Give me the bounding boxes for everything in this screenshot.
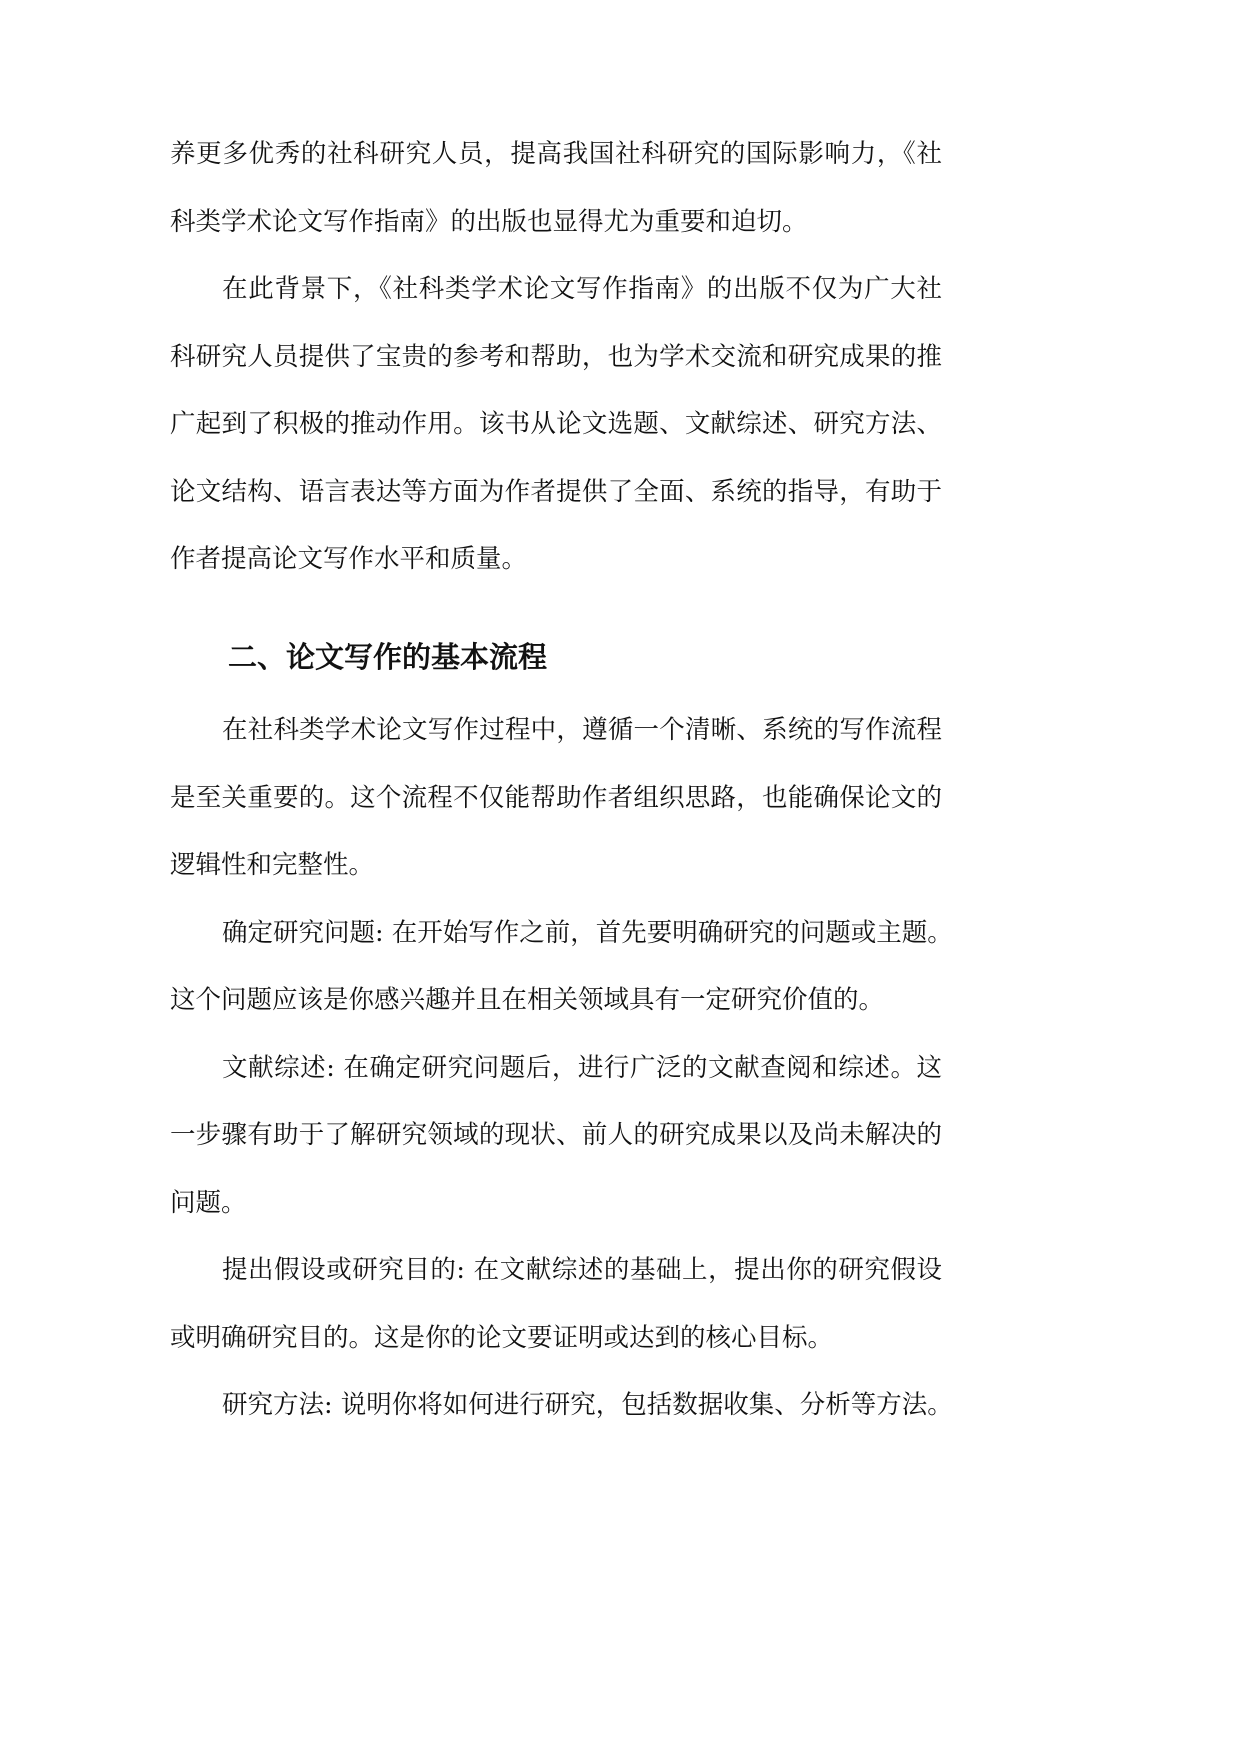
paragraph-section2-4 xyxy=(170,1237,942,1372)
section-heading: 二、论文写作的基本流程 xyxy=(228,639,548,674)
body-line: 科研究人员提供了宝贵的参考和帮助，也为学术交流和研究成果的推 xyxy=(170,341,942,372)
body-line: 提出假设或研究目的: 在文献综述的基础上，提出你的研究假设 xyxy=(222,1255,942,1285)
body-line: 在此背景下，《社科类学术论文写作指南》的出版不仅为广大社 xyxy=(222,274,942,304)
paragraph-section2-3 xyxy=(170,1035,942,1238)
body-line: 问题。 xyxy=(170,1187,247,1218)
body-line: 研究方法: 说明你将如何进行研究，包括数据收集、分析等方法。 xyxy=(222,1390,953,1420)
document-body xyxy=(170,121,953,1440)
body-line: 在社科类学术论文写作过程中，遵循一个清晰、系统的写作流程 xyxy=(222,715,942,745)
body-line: 是至关重要的。这个流程不仅能帮助作者组织思路，也能确保论文的 xyxy=(170,782,942,813)
body-line: 确定研究问题: 在开始写作之前，首先要明确研究的问题或主题。 xyxy=(222,917,953,948)
paragraph-section2-1 xyxy=(170,697,942,900)
body-line: 或明确研究目的。这是你的论文要证明或达到的核心目标。 xyxy=(170,1322,834,1353)
body-line: 作者提高论文写作水平和质量。 xyxy=(170,544,528,574)
body-line: 科类学术论文写作指南》的出版也显得尤为重要和迫切。 xyxy=(170,206,808,237)
paragraph-intro-1 xyxy=(170,121,942,256)
body-line: 这个问题应该是你感兴趣并且在相关领域具有一定研究价值的。 xyxy=(170,985,885,1015)
body-line: 养更多优秀的社科研究人员，提高我国社科研究的国际影响力，《社 xyxy=(170,139,942,169)
body-line: 论文结构、语言表达等方面为作者提供了全面、系统的指导，有助于 xyxy=(170,476,942,507)
paragraph-intro-2 xyxy=(170,256,942,594)
body-line: 一步骤有助于了解研究领域的现状、前人的研究成果以及尚未解决的 xyxy=(170,1120,942,1150)
paragraph-section2-5 xyxy=(170,1372,953,1440)
paragraph-section2-2 xyxy=(170,900,953,1035)
body-line: 广起到了积极的推动作用。该书从论文选题、文献综述、研究方法、 xyxy=(170,409,942,439)
body-line: 文献综述: 在确定研究问题后，进行广泛的文献查阅和综述。这 xyxy=(222,1052,942,1083)
body-line: 逻辑性和完整性。 xyxy=(170,850,375,880)
